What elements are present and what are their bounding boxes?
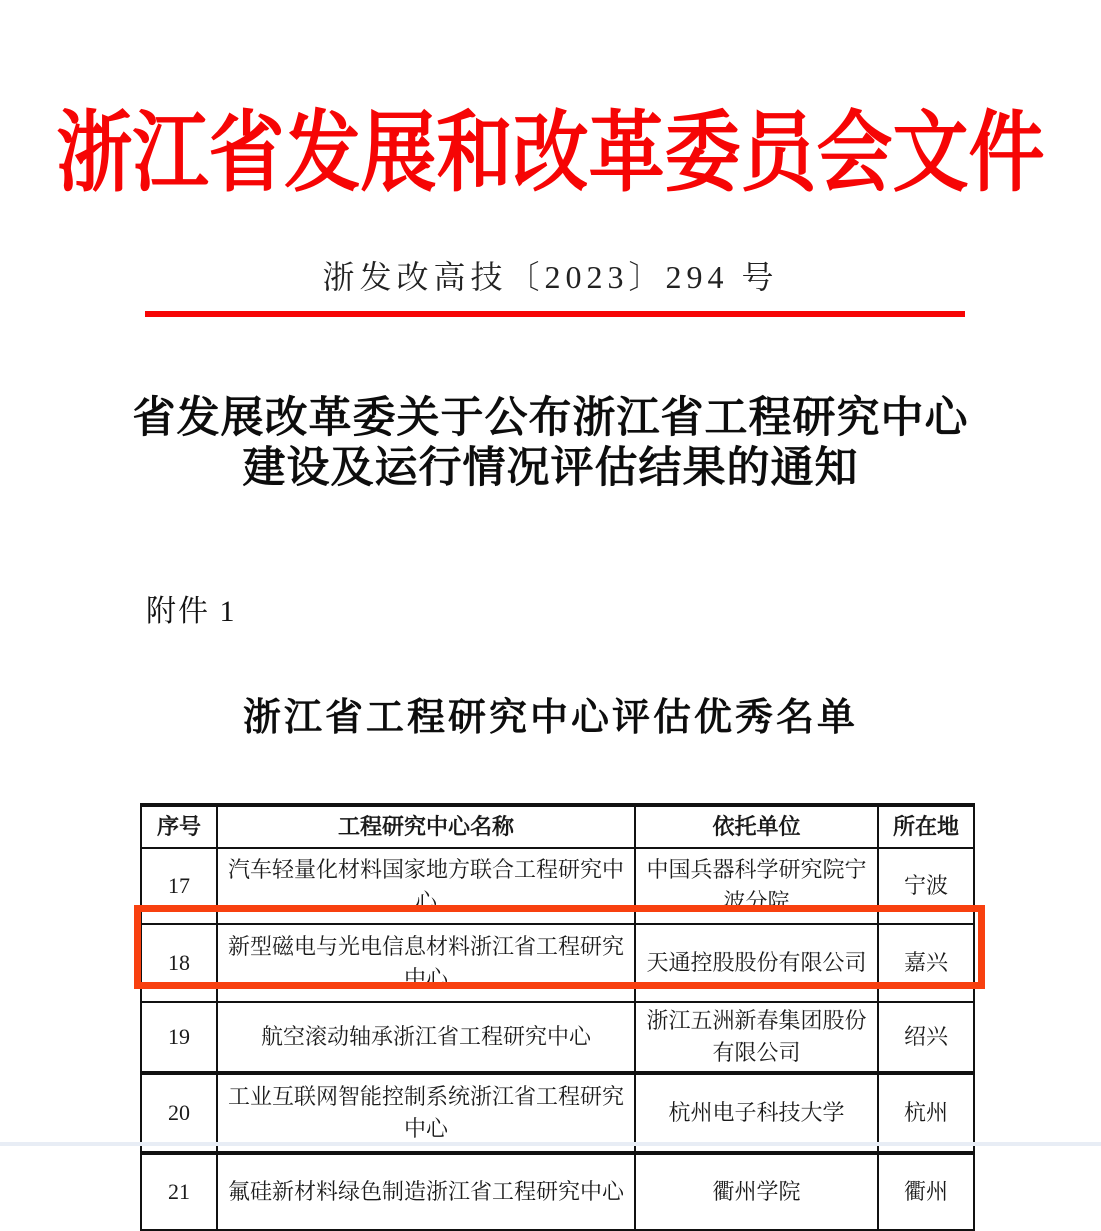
row-number-cell: 18 bbox=[141, 924, 217, 1002]
host-unit-cell: 杭州电子科技大学 bbox=[635, 1073, 878, 1153]
red-divider-rule bbox=[145, 311, 965, 317]
column-header-host-unit: 依托单位 bbox=[635, 805, 878, 848]
table-row-highlighted bbox=[141, 924, 974, 1002]
table-header-row bbox=[141, 805, 974, 848]
subject-title bbox=[0, 394, 1101, 494]
row-number-cell: 17 bbox=[141, 848, 217, 924]
center-name-cell: 工业互联网智能控制系统浙江省工程研究中心 bbox=[217, 1073, 635, 1153]
city-cell: 绍兴 bbox=[878, 1002, 974, 1073]
row-number-cell: 19 bbox=[141, 1002, 217, 1073]
list-title: 浙江省工程研究中心评估优秀名单 bbox=[242, 697, 858, 739]
table-row bbox=[141, 1073, 974, 1153]
table-row-partial bbox=[141, 1153, 974, 1230]
column-header-center-name: 工程研究中心名称 bbox=[217, 805, 635, 848]
table-row bbox=[141, 848, 974, 924]
center-name-cell: 氟硅新材料绿色制造浙江省工程研究中心 bbox=[217, 1153, 635, 1230]
subject-title-line1: 省发展改革委关于公布浙江省工程研究中心 bbox=[132, 395, 969, 442]
host-unit-cell: 天通控股股份有限公司 bbox=[635, 924, 878, 1002]
subject-title-line2: 建设及运行情况评估结果的通知 bbox=[242, 445, 859, 492]
city-cell: 杭州 bbox=[878, 1073, 974, 1153]
table-row bbox=[141, 1002, 974, 1073]
center-name-cell: 航空滚动轴承浙江省工程研究中心 bbox=[217, 1002, 635, 1073]
document-number: 浙发改高技〔2023〕294 号 bbox=[322, 259, 779, 295]
host-unit-cell: 衢州学院 bbox=[635, 1153, 878, 1230]
city-cell: 宁波 bbox=[878, 848, 974, 924]
attachment-label: 附件 1 bbox=[146, 595, 237, 628]
row-number-cell: 21 bbox=[141, 1153, 217, 1230]
column-header-location: 所在地 bbox=[878, 805, 974, 848]
city-cell: 衢州 bbox=[878, 1153, 974, 1230]
agency-title: 浙江省发展和改革委员会文件 bbox=[56, 105, 1045, 203]
city-cell: 嘉兴 bbox=[878, 924, 974, 1002]
page-bottom-edge bbox=[0, 1142, 1101, 1146]
host-unit-cell: 浙江五洲新春集团股份有限公司 bbox=[635, 1002, 878, 1073]
center-name-cell: 汽车轻量化材料国家地方联合工程研究中心 bbox=[217, 848, 635, 924]
host-unit-cell: 中国兵器科学研究院宁波分院 bbox=[635, 848, 878, 924]
row-number-cell: 20 bbox=[141, 1073, 217, 1153]
results-table bbox=[140, 803, 975, 1231]
column-header-index: 序号 bbox=[141, 805, 217, 848]
center-name-cell: 新型磁电与光电信息材料浙江省工程研究中心 bbox=[217, 924, 635, 1002]
